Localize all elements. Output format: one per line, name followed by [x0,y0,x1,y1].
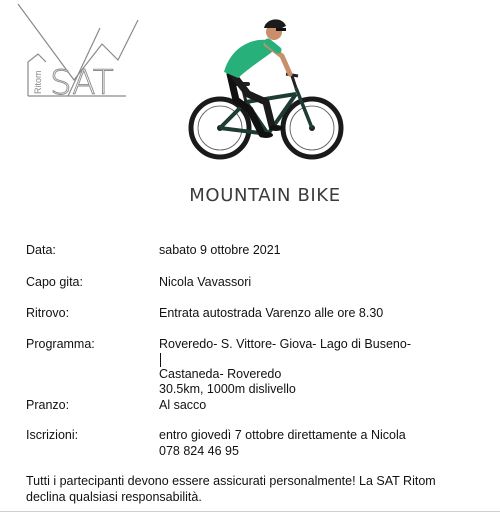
text-cursor [160,353,161,367]
logo-small-text: Ritom [33,70,43,94]
detail-label: Programma: [26,337,95,351]
detail-value-line: entro giovedì 7 ottobre direttamente a Nicola [159,428,406,442]
sat-ritom-logo [14,0,144,112]
detail-value [159,306,383,322]
page-title: MOUNTAIN BIKE [189,185,341,206]
detail-value-line: sabato 9 ottobre 2021 [159,243,281,257]
detail-label: Data: [26,243,56,257]
page-divider [0,511,500,512]
detail-label: Pranzo: [26,398,70,412]
detail-value-line: 30.5km, 1000m dislivello [159,382,296,396]
detail-value-line: Entrata autostrada Varenzo alle ore 8.30 [159,306,384,320]
logo-big-text: SAT [50,63,114,103]
detail-value-line[interactable] [159,337,411,367]
detail-label: Capo gita: [26,275,83,289]
footer-note: Tutti i partecipanti devono essere assicurati personalmente! La SAT Ritom declina qualsiasi responsabilità. [26,474,436,504]
detail-value-line: Al sacco [159,398,207,412]
detail-value-line: 078 824 46 95 [159,443,239,458]
detail-label: Iscrizioni: [26,428,79,442]
detail-value-line: Castaneda- Roveredo [159,366,282,381]
detail-value [159,275,251,291]
detail-value [159,398,206,414]
detail-value [159,428,406,459]
detail-value-text: Roveredo- S. Vittore- Giova- Lago di Buseno- [159,337,411,351]
mountain-biker-image [186,16,348,166]
detail-label: Ritrovo: [26,306,70,320]
detail-value-line: Nicola Vavassori [159,275,252,289]
detail-value [159,337,411,398]
detail-value [159,243,281,259]
